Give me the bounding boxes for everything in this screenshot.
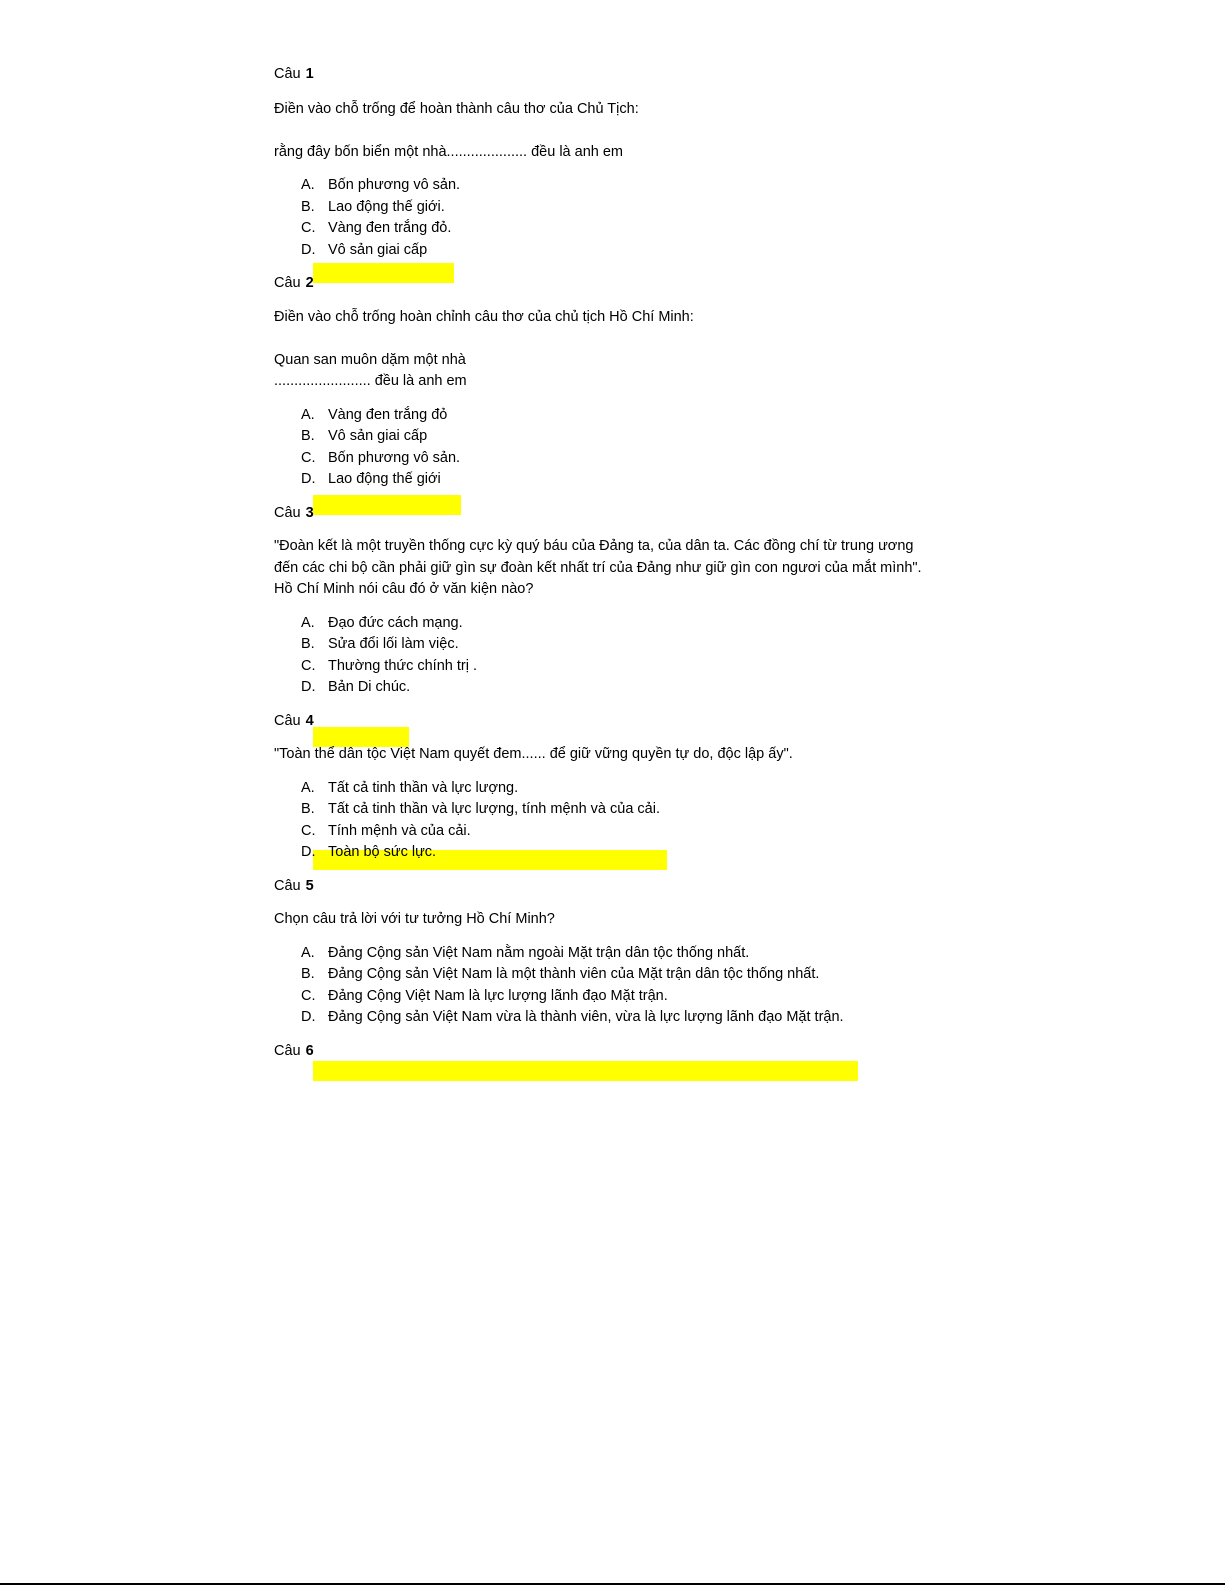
option-letter: C. [301, 988, 316, 1004]
option-letter: A. [301, 780, 315, 796]
option-letter: C. [301, 450, 316, 466]
option-text: Tính mệnh và của cải. [328, 823, 471, 839]
option-letter: D. [301, 471, 316, 487]
option-letter: B. [301, 801, 315, 817]
option-letter: B. [301, 966, 315, 982]
question-label-text: Câu [274, 66, 301, 82]
option-text: Đảng Cộng sản Việt Nam vừa là thành viên, vừa là lực lượng lãnh đạo Mặt trận. [328, 1009, 844, 1025]
question-number: 5 [305, 878, 314, 894]
option-text: Đảng Cộng Việt Nam là lực lượng lãnh đạo Mặt trận. [328, 988, 668, 1004]
question-stem: "Đoàn kết là một truyền thống cực kỳ quý báu của Đảng ta, của dân ta. Các đồng chí từ trung ương [274, 538, 914, 554]
option-text: Sửa đổi lối làm việc. [328, 636, 459, 652]
option-text: Tất cả tinh thần và lực lượng. [328, 780, 519, 796]
option-letter: A. [301, 177, 315, 193]
question-label [274, 65, 314, 83]
option-text: Lao động thế giới [328, 471, 441, 487]
option-text: Vàng đen trắng đỏ [328, 407, 448, 423]
option-letter: A. [301, 615, 315, 631]
option-letter: C. [301, 823, 316, 839]
question-label [274, 504, 314, 522]
option-text: Vàng đen trắng đỏ. [328, 220, 452, 236]
option-text: Vô sản giai cấp [328, 242, 428, 258]
question-label-text: Câu [274, 505, 301, 521]
question-stem: rằng đây bốn biển một nhà.................... đều là anh em [274, 144, 624, 160]
option-text: Lao động thế giới. [328, 199, 445, 215]
option-letter: D. [301, 1009, 316, 1025]
option-letter: D. [301, 679, 316, 695]
question-stem: Điền vào chỗ trống hoàn chỉnh câu thơ của chủ tịch Hồ Chí Minh: [274, 309, 694, 325]
question-stem: ........................ đều là anh em [274, 373, 467, 389]
question-stem: Hồ Chí Minh nói câu đó ở văn kiện nào? [274, 581, 534, 597]
option-letter: D. [301, 242, 316, 258]
question-number: 6 [305, 1043, 314, 1059]
option-letter: A. [301, 945, 315, 961]
question-number: 2 [305, 275, 314, 291]
option-text: Vô sản giai cấp [328, 428, 428, 444]
question-label [274, 877, 314, 895]
question-label-text: Câu [274, 275, 301, 291]
question-label [274, 1042, 314, 1060]
question-stem: Chọn câu trả lời với tư tưởng Hồ Chí Minh? [274, 911, 555, 927]
option-text: Bốn phương vô sản. [328, 177, 461, 193]
option-text: Đảng Cộng sản Việt Nam là một thành viên của Mặt trận dân tộc thống nhất. [328, 966, 820, 982]
question-label [274, 712, 314, 730]
option-text: Bốn phương vô sản. [328, 450, 461, 466]
option-text: Toàn bộ sức lực. [328, 844, 437, 860]
question-number: 4 [305, 713, 314, 729]
option-letter: C. [301, 220, 316, 236]
option-text: Tất cả tinh thần và lực lượng, tính mệnh và của cải. [328, 801, 660, 817]
option-letter: B. [301, 428, 315, 444]
option-text: Đảng Cộng sản Việt Nam nằm ngoài Mặt trận dân tộc thống nhất. [328, 945, 750, 961]
question-label [274, 274, 314, 292]
question-label-text: Câu [274, 1043, 301, 1059]
question-label-text: Câu [274, 878, 301, 894]
option-text: Đạo đức cách mạng. [328, 615, 463, 631]
question-stem: "Toàn thể dân tộc Việt Nam quyết đem...... để giữ vững quyền tự do, độc lập ấy". [274, 746, 793, 762]
question-number: 1 [305, 66, 314, 82]
option-text: Thường thức chính trị . [328, 658, 478, 674]
option-letter: D. [301, 844, 316, 860]
question-label-text: Câu [274, 713, 301, 729]
option-text: Bản Di chúc. [328, 679, 411, 695]
option-letter: C. [301, 658, 316, 674]
option-letter: B. [301, 199, 315, 215]
question-stem: Quan san muôn dặm một nhà [274, 352, 466, 368]
question-stem: đến các chi bộ cần phải giữ gìn sự đoàn kết nhất trí của Đảng như giữ gìn con ngươi của mắt mình". [274, 560, 922, 576]
question-number: 3 [305, 505, 314, 521]
option-letter: A. [301, 407, 315, 423]
option-letter: B. [301, 636, 315, 652]
question-stem: Điền vào chỗ trống để hoàn thành câu thơ của Chủ Tịch: [274, 101, 639, 117]
